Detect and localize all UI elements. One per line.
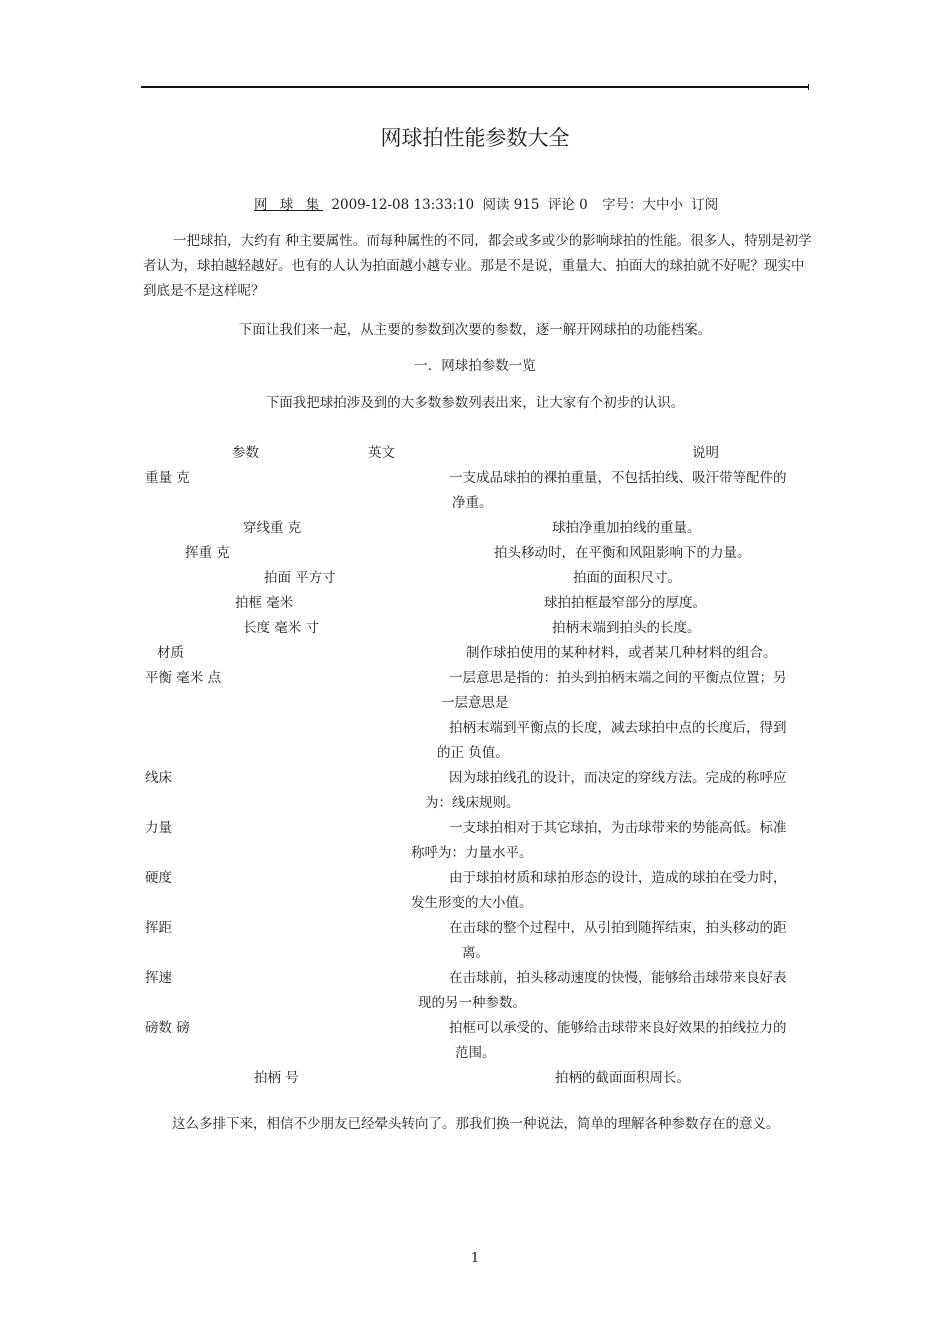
table-row-desc: 一层意思是: [441, 695, 509, 711]
table-row-desc: 离。: [462, 945, 489, 961]
table-row-desc: 为：线床规则。: [425, 795, 520, 811]
page-number: 1: [470, 1251, 480, 1266]
comment-count[interactable]: 评论 0: [547, 197, 588, 213]
table-row-param: 挥距: [145, 920, 172, 936]
table-row-param: 力量: [145, 820, 172, 836]
table-row-desc: 在击球的整个过程中，从引拍到随挥结束，拍头移动的距: [449, 920, 787, 936]
table-row-desc: 净重。: [452, 495, 493, 511]
table-row-desc: 拍框可以承受的、能够给击球带来良好效果的拍线拉力的: [449, 1020, 787, 1036]
table-row-desc: 的正 负值。: [437, 745, 509, 761]
table-row-param: 长度 毫米 寸: [243, 620, 320, 636]
table-row-param: 重量 克: [145, 470, 190, 486]
section-intro: 下面我把球拍涉及到的大多数参数列表出来，让大家有个初步的认识。: [265, 395, 685, 411]
table-row-desc: 拍面的面积尺寸。: [573, 570, 681, 586]
table-row-desc: 一支成品球拍的裸拍重量，不包括拍线、吸汗带等配件的: [449, 470, 787, 486]
table-row-desc: 范围。: [455, 1045, 496, 1061]
table-row-desc: 拍柄末端到拍头的长度。: [552, 620, 701, 636]
table-row-desc: 在击球前，拍头移动速度的快慢，能够给击球带来良好表: [449, 970, 787, 986]
table-header-english: 英文: [368, 445, 395, 461]
table-row-param: 挥速: [145, 970, 172, 986]
table-row-param: 线床: [145, 770, 172, 786]
table-row-desc: 一层意思是指的：拍头到拍柄末端之间的平衡点位置；另: [449, 670, 787, 686]
table-row-param: 挥重 克: [185, 545, 230, 561]
header-rule-tick: [808, 84, 809, 90]
table-row-param: 硬度: [145, 870, 172, 886]
table-row-desc: 称呼为：力量水平。: [411, 845, 533, 861]
closing-paragraph: 这么多排下来，相信不少朋友已经晕头转向了。那我们换一种说法，简单的理解各种参数存在的意义。: [172, 1116, 780, 1132]
table-header-desc: 说明: [692, 445, 719, 461]
subscribe-link[interactable]: 订阅: [691, 197, 719, 213]
table-row-param: 平衡 毫米 点: [145, 670, 222, 686]
table-row-desc: 拍柄的截面面积周长。: [555, 1070, 690, 1086]
intro-paragraph: 一把球拍，大约有 种主要属性。而每种属性的不同，都会或多或少的影响球拍的性能。很多人，特别是初学者认为，球拍越轻越好。也有的人认为拍面越小越专业。那是不是说，重量大、拍面大的球拍就不好呢？现实中到底是不是这样呢？: [143, 233, 812, 299]
table-row-desc: 球拍拍框最窄部分的厚度。: [544, 595, 706, 611]
font-size-switch[interactable]: 字号：大中小: [602, 197, 683, 213]
table-header-param: 参数: [232, 445, 259, 461]
table-row-param: 穿线重 克: [243, 520, 302, 536]
post-datetime: 2009-12-08 13:33:10: [331, 197, 475, 213]
post-meta: [254, 193, 722, 213]
table-row-param: 材质: [157, 645, 184, 661]
page-title: 网球拍性能参数大全: [380, 126, 570, 150]
table-row-desc: 由于球拍材质和球拍形态的设计，造成的球拍在受力时，: [449, 870, 787, 886]
table-row-desc: 拍头移动时，在平衡和风阻影响下的力量。: [494, 545, 751, 561]
table-row-param: 拍框 毫米: [235, 595, 294, 611]
table-row-desc: 发生形变的大小值。: [411, 895, 533, 911]
table-row-desc: 因为球拍线孔的设计，而决定的穿线方法。完成的称呼应: [449, 770, 787, 786]
author-link[interactable]: 网 球 集: [254, 197, 324, 213]
section-heading: 一．网球拍参数一览: [414, 358, 536, 374]
table-row-desc: 现的另一种参数。: [418, 995, 526, 1011]
table-row-param: 磅数 磅: [145, 1020, 190, 1036]
table-row-param: 拍面 平方寸: [264, 570, 336, 586]
read-count: 阅读 915: [482, 197, 540, 213]
header-rule: [141, 86, 809, 88]
table-row-desc: 一支球拍相对于其它球拍，为击球带来的势能高低。标准: [449, 820, 787, 836]
table-row-desc: 拍柄末端到平衡点的长度，减去球拍中点的长度后，得到: [449, 720, 787, 736]
table-row-param: 拍柄 号: [254, 1070, 299, 1086]
lead-paragraph: 下面让我们来一起，从主要的参数到次要的参数，逐一解开网球拍的功能档案。: [238, 322, 712, 338]
table-row-desc: 制作球拍使用的某种材料，或者某几种材料的组合。: [466, 645, 777, 661]
table-row-desc: 球拍净重加拍线的重量。: [552, 520, 701, 536]
